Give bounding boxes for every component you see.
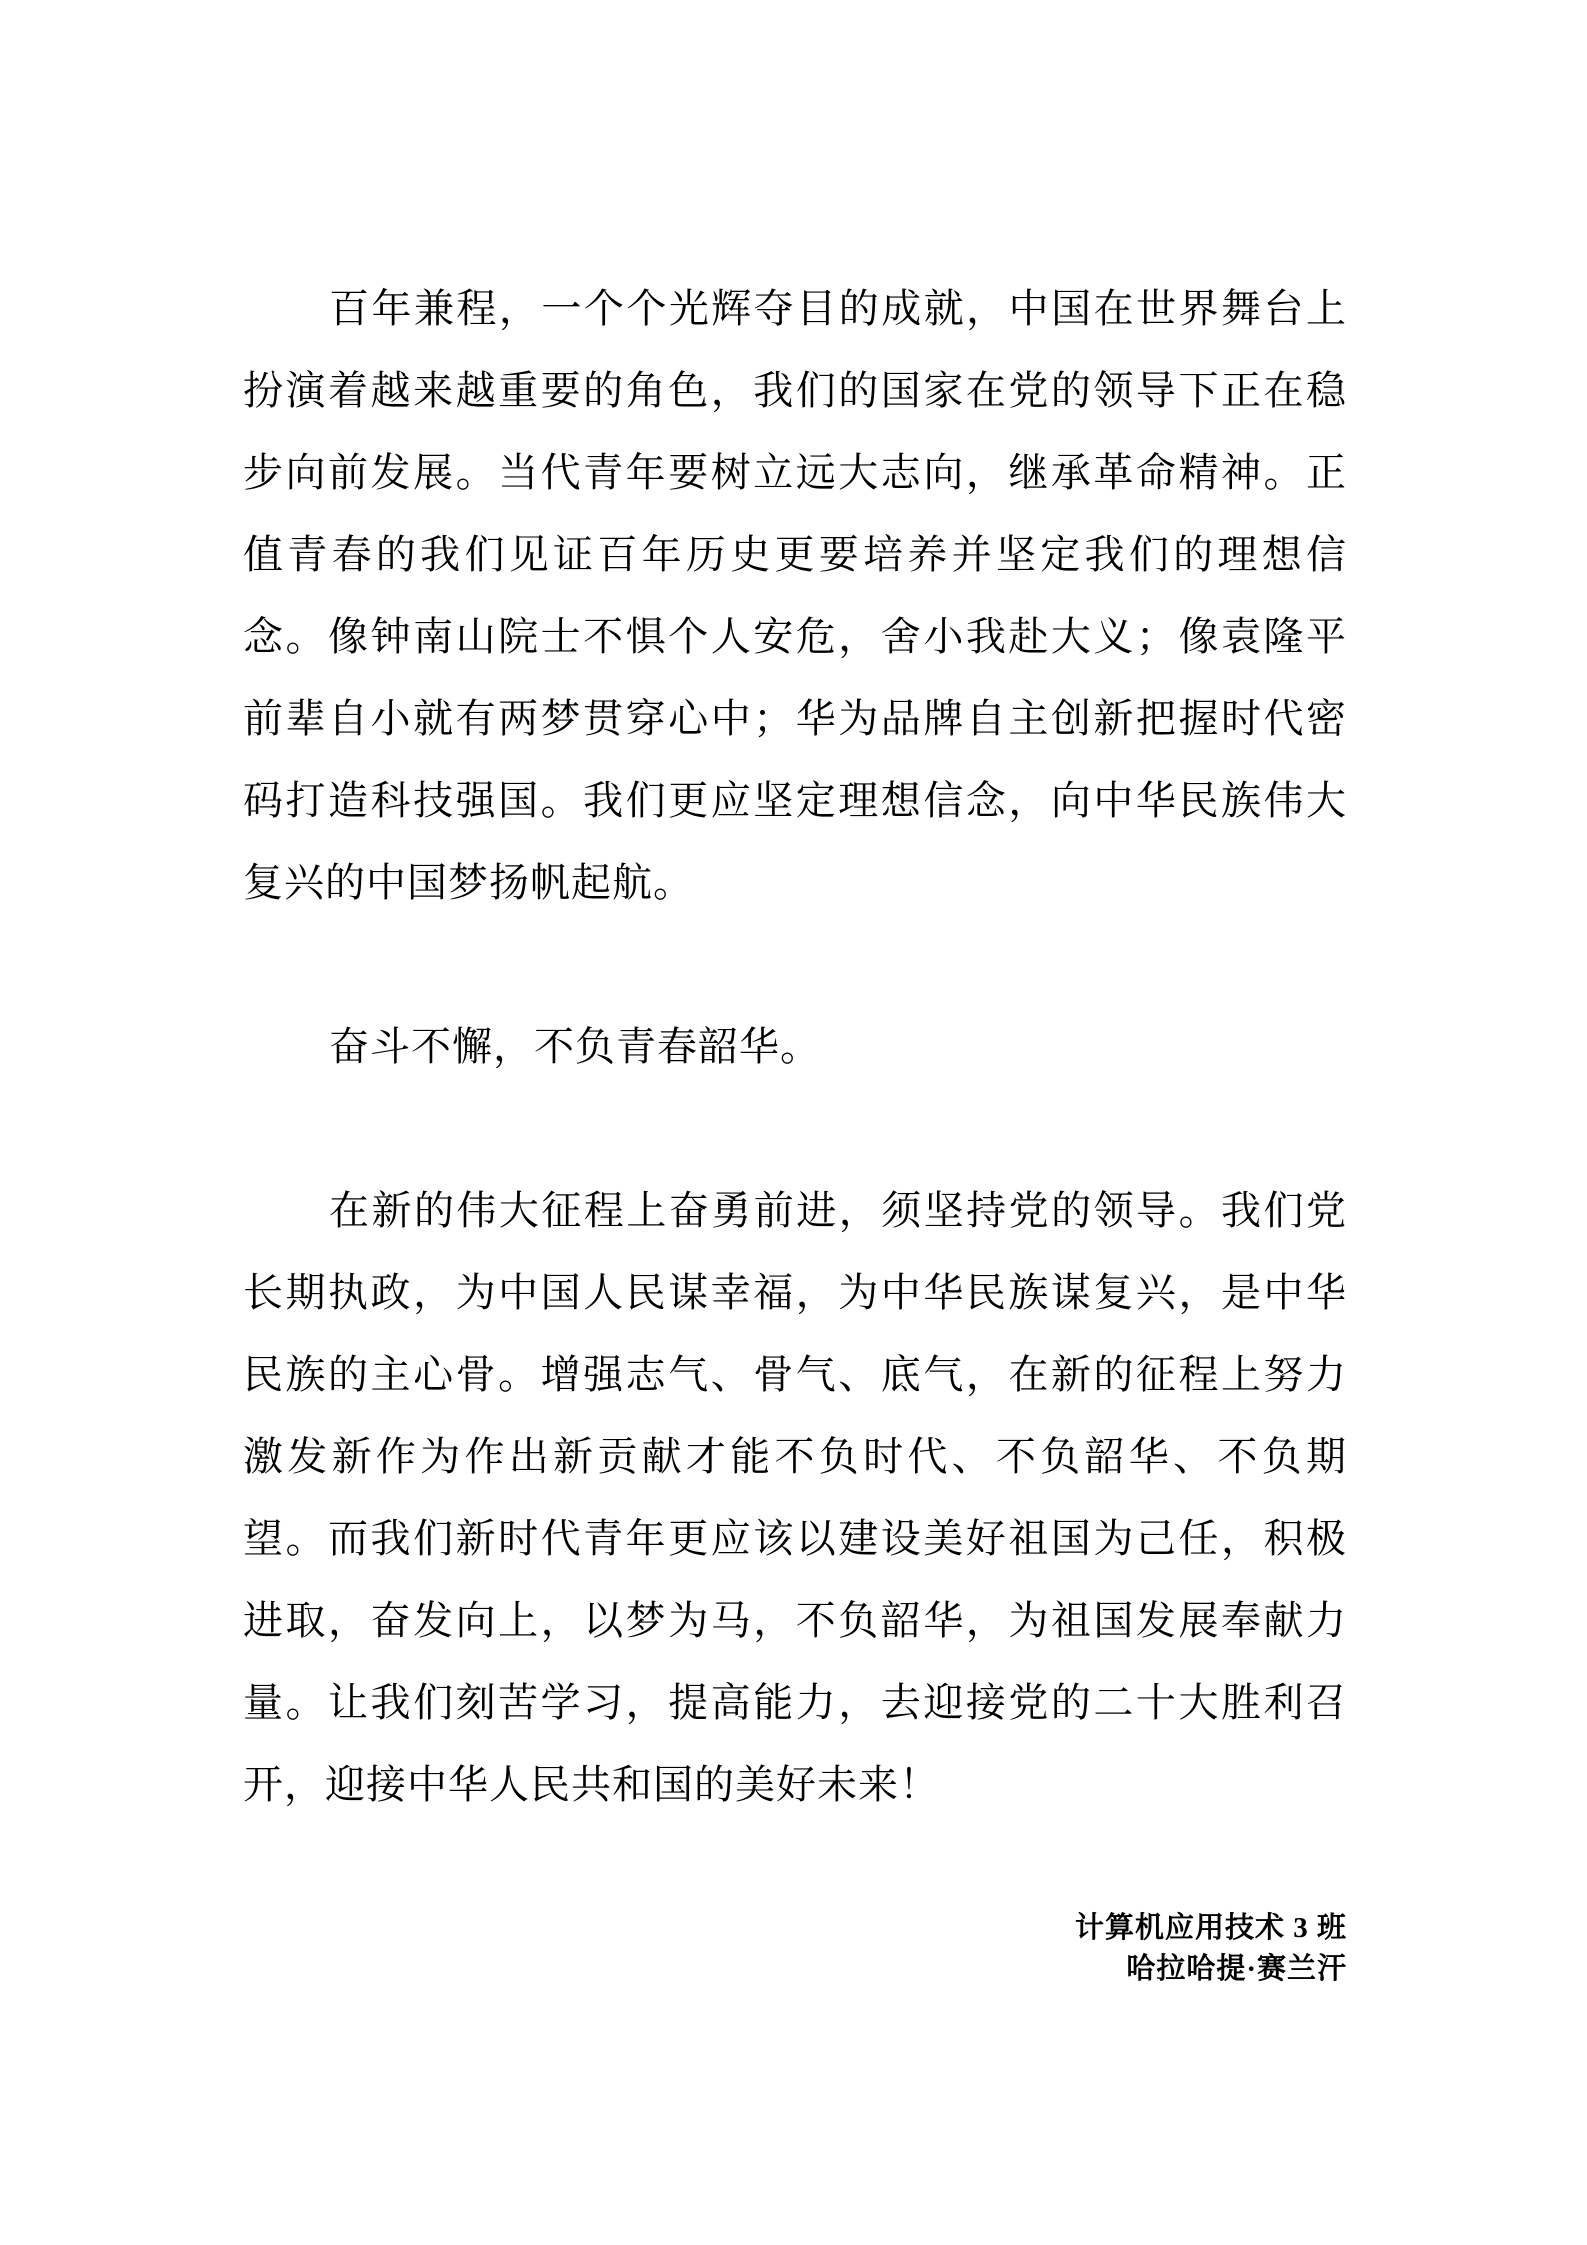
body-paragraph-1: 百年兼程，一个个光辉夺目的成就，中国在世界舞台上扮演着越来越重要的角色，我们的国家在党的领导下正在稳步向前发展。当代青年要树立远大志向，继承革命精神。正值青春的我们见证百年历史更要培养并坚定我们的理想信念。像钟南山院士不惧个人安危，舍小我赴大义；像袁隆平前辈自小就有两梦贯穿心中；华为品牌自主创新把握时代密码打造科技强国。我们更应坚定理想信念，向中华民族伟大复兴的中国梦扬帆起航。 bbox=[243, 286, 1347, 905]
signature-block bbox=[243, 1908, 1347, 1990]
signature-name-line: 哈拉哈提·赛兰汗 bbox=[1126, 1953, 1347, 1985]
document-body bbox=[243, 268, 1347, 1990]
body-paragraph-3: 在新的伟大征程上奋勇前进，须坚持党的领导。我们党长期执政，为中国人民谋幸福，为中华民族谋复兴，是中华民族的主心骨。增强志气、骨气、底气，在新的征程上努力激发新作为作出新贡献才能不负时代、不负韶华、不负期望。而我们新时代青年更应该以建设美好祖国为己任，积极进取，奋发向上，以梦为马，不负韶华，为祖国发展奉献力量。让我们刻苦学习，提高能力，去迎接党的二十大胜利召开，迎接中华人民共和国的美好未来！ bbox=[243, 1188, 1347, 1807]
body-paragraph-2: 奋斗不懈，不负青春韶华。 bbox=[329, 1024, 821, 1069]
signature-class-line: 计算机应用技术 3 班 bbox=[1074, 1912, 1347, 1944]
